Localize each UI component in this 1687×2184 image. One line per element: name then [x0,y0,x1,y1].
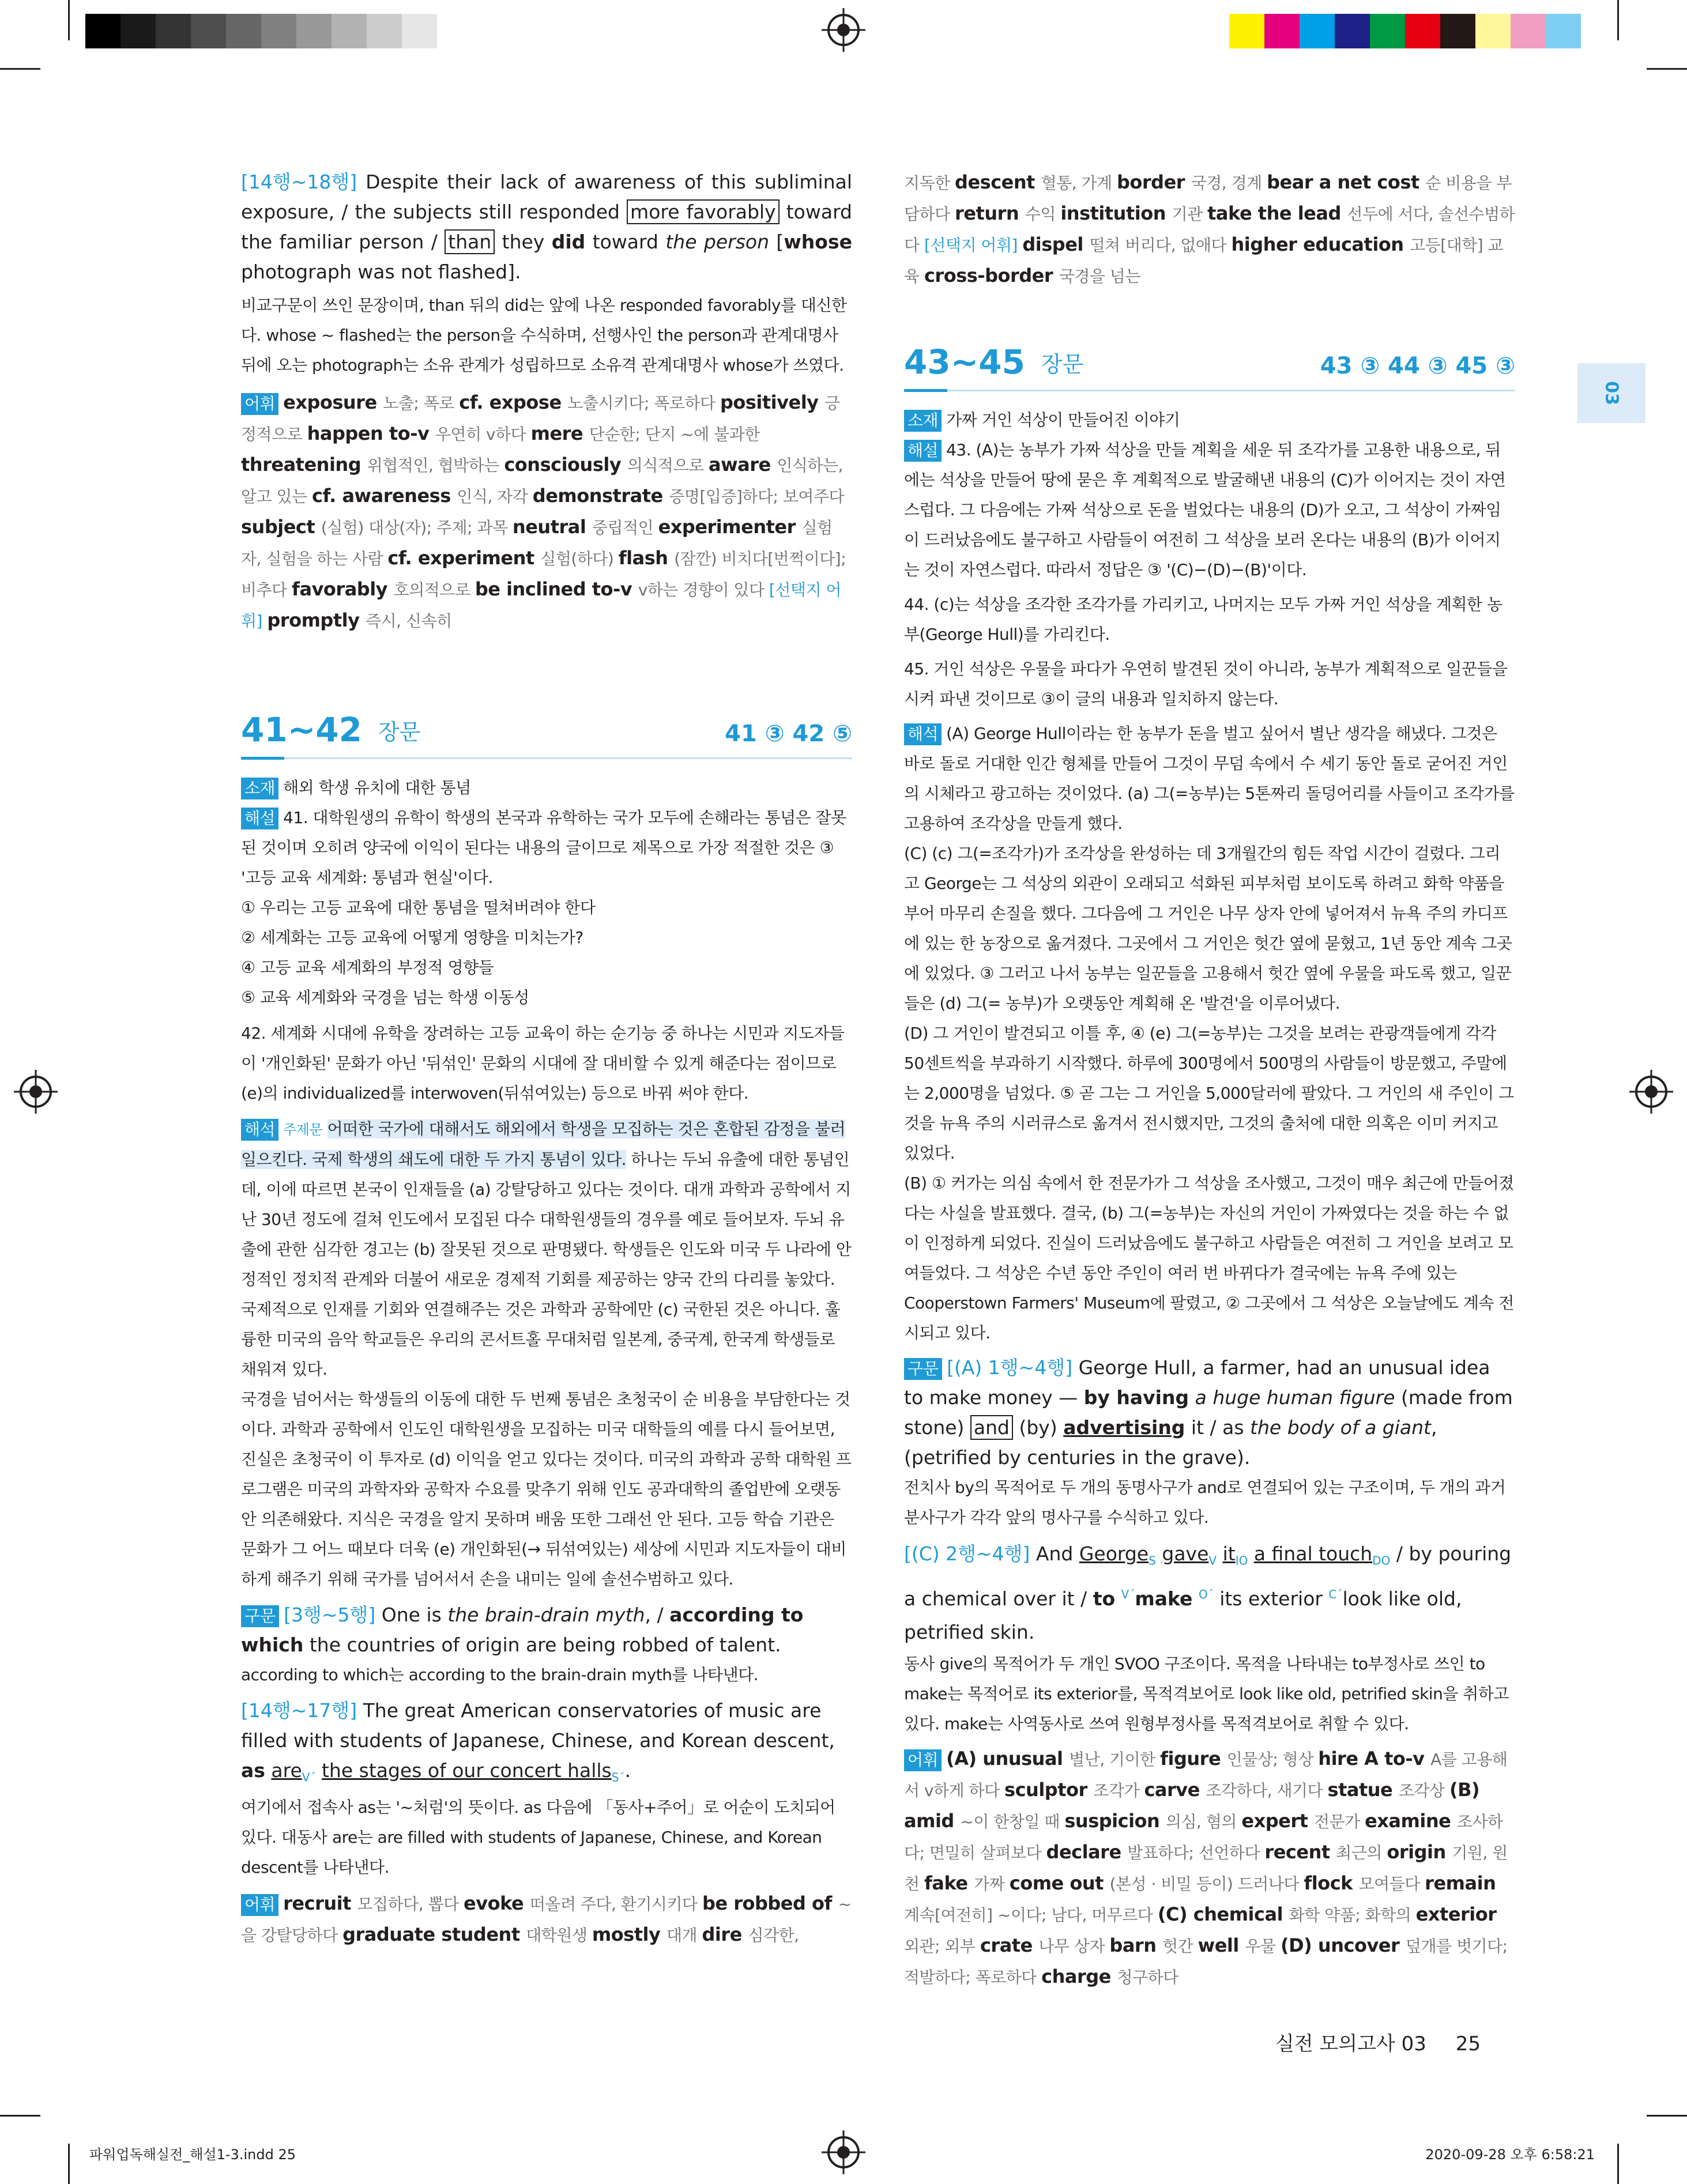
color-swatch [332,14,367,48]
left-syntax1-explanation: according to which는 according to the brain-drain myth를 나타낸다. [241,1665,759,1684]
vocab-meaning: 기관 [1172,205,1208,224]
color-swatch [1581,14,1616,48]
vocab-word: descent [955,171,1041,193]
left-syntax2: [14행~17행] The great American conservatories of music are filled with students of Japanese, Chinese, and Korean descent, as are$_{V´}$ the stages of our concert halls$_{S´}$. [241,1699,835,1785]
left-option-2: ② 세계화는 고등 교육에 어떻게 영향을 미치는가? [241,928,583,947]
color-swatch [156,14,191,48]
vocab-word: cross-border [924,265,1059,286]
vocab-meaning: (실험) 대상(자); 주제; 과목 [321,518,513,537]
vocab-word: return [955,202,1025,224]
vocab-word: be inclined to-v [475,578,638,600]
slug-date: 2020-09-28 오후 6:58:21 [1425,2147,1595,2163]
color-swatch [296,14,332,48]
vocab-meaning: ~을 강탈당하다 [241,1894,852,1945]
color-swatch [1370,14,1405,48]
color-swatch [1511,14,1546,48]
vocab-meaning: 최근의 [1336,1843,1387,1862]
right-translation-d: (D) 그 거인이 발견되고 이틀 후, ④ (e) 그(=농부)는 그것을 보려는 관광객들에게 각각 50센트씩을 부과하기 시작했다. 하루에 300명에서 500명의 사람들이 방문했고, 주말에는 2,000명을 넘었다. ⑤ 곧 그는 그 거인을 5,000달러에 팔았다. 그 거인의 새 주인이 그것을 뉴욕 주의 시러큐스로 옮겨서 전시했지만, 그것의 출처에 대한 의혹은 이미 커지고 있었다. [904,1024,1514,1163]
vocab-word: declare [1046,1840,1128,1863]
vocab-meaning: 발표하다; 선언하다 [1127,1843,1265,1862]
right-solution-44: 44. (c)는 석상을 조각한 조각가를 가리키고, 나머지는 모두 가짜 거인 석상을 계획한 농부(George Hull)를 가리킨다. [904,595,1503,644]
vocab-word: statue [1327,1778,1399,1801]
vocab-meaning: 수익 [1025,205,1061,224]
vocab-word: demonstrate [532,485,669,507]
left-para1: [14행~18행] Despite their lack of awareness of this subliminal exposure, / the subjects still responded more favorably toward the familiar person / than they did toward the person [whose photograph was not flashed]. [241,171,853,283]
slug-file-name: 파워업독해실전_해설1-3.indd 25 [89,2147,296,2163]
vocab-meaning: 우물 [1245,1936,1281,1956]
vocab-word: hire A to-v [1318,1747,1431,1770]
vocab-word: exterior [1415,1903,1497,1925]
crop-mark [1647,68,1687,70]
vocab-word: experimenter [658,516,802,538]
vocab-meaning: 실험(하다) [540,549,619,568]
vocab-word: barn [1109,1934,1163,1956]
vocab-meaning: 국경을 넘는 [1059,267,1140,286]
right-solution-43: 해설 43. (A)는 농부가 가짜 석상을 만들 계획을 세운 뒤 조각가를 고용한 내용으로, 뒤에는 석상을 만들어 땅에 묻은 후 계획적으로 발굴해낸 내용의 (C)가 이어지는 것이 자연스럽다. 그 다음에는 가짜 석상으로 돈을 벌었다는 내용의 (D)가 오고, 그 석상이 가짜임이 드러났음에도 불구하고 사람들이 여전히 그 석상을 보러 온다는 내용의 (B)가 이어지는 것이 자연스럽다. 따라서 정답은 ③ '(C)−(D)−(B)'이다. [904,440,1506,579]
vocab-meaning: 대개 [666,1925,702,1945]
crop-mark [1617,0,1619,40]
registration-mark-bottom [827,2136,860,2168]
right-vocab2: 어휘 (A) unusual 별난, 기이한 figure 인물상; 형상 hire A to-v A를 고용해서 v하게 하다 sculptor 조각가 carve 조각하다, 새기다 statue 조각상 (B) amid ~이 한창일 때 suspicion 의심, 혐의 expert 전문가 examine 조사하다; 면밀히 살펴보다 declare 발표하다; 선언하다 recent 최근의 origin 기원, 원천 fake 가짜 come out (본성 · 비밀 등이) 드러나다 flock 모여들다 remain 계속[여전히] ~이다; 남다, 머무르다 (C) chemical 화학 약품; 화학의 exterior 외관; 외부 crate 나무 상자 barn 헛간 well 우물 (D) uncover 덮개를 벗기다; 적발하다; 폭로하다 charge 청구하다 [904,1747,1508,1987]
vocab-word: flash [618,547,675,569]
process-color-bar [1229,14,1616,48]
vocab-word: evoke [464,1892,530,1914]
vocab-meaning: 떨쳐 버리다, 없애다 [1089,236,1232,255]
left-topic: 소재 해외 학생 유치에 대한 통념 [241,773,852,803]
vocab-word: flock [1304,1872,1359,1894]
vocab-meaning: 지독한 [904,173,955,193]
vocab-meaning: (잠깐) 비치다[번쩍이다]; 비추다 [241,549,846,599]
vocab-word: suspicion [1064,1809,1166,1832]
vocab-word: recruit [283,1892,357,1914]
right-column [904,167,1515,1993]
vocab-word: remain [1425,1872,1496,1894]
vocab-meaning: 고등[대학] 교육 [904,236,1504,286]
right-translation-b: (B) ① 커가는 의심 속에서 한 전문가가 그 석상을 조사했고, 그것이 매우 최근에 만들어졌다는 사실을 발표했다. 결국, (b) 그(=농부)는 자신의 거인이 가짜였다는 것을 하는 수 없이 인정하게 되었다. 진실이 드러났음에도 불구하고 사람들은 여전히 그 거인을 보려고 모여들었다. 그 석상은 수년 동안 주인이 여러 번 바뀌다가 결국에는 뉴욕 주에 있는 Cooperstown Farmers' Museum에 팔렸고, ② 그곳에서 그 석상은 오늘날에도 계속 전시되고 있다. [904,1174,1514,1342]
color-swatch [191,14,226,48]
vocab-word: exposure [283,391,383,413]
vocab-word: graduate student [342,1923,526,1945]
left-syntax2-explanation: 여기에서 접속사 as는 '~처럼'의 뜻이다. as 다음에 「동사+주어」로 어순이 도치되어 있다. 대동사 are는 are filled with students of Japanese, Chinese, and Korean descent를 나타낸다. [241,1797,835,1877]
page-number: 25 [1455,2032,1481,2055]
vocab-meaning: 조각상 [1398,1781,1449,1800]
vocab-meaning: 나무 상자 [1038,1936,1110,1956]
vocab-meaning: ~이 한창일 때 [960,1812,1065,1831]
vocab-meaning: 모집하다, 뽑다 [357,1894,464,1914]
vocab-meaning: 긍정적으로 [241,394,840,444]
vocab-word: come out [1009,1872,1110,1894]
vocab-meaning: 외관; 외부 [904,1936,980,1956]
crop-mark [1617,2144,1619,2184]
vocab-word: take the lead [1207,202,1347,224]
vocab-meaning: 기원, 원천 [904,1843,1508,1893]
left-option-5: ⑤ 교육 세계화와 국경을 넘는 학생 이동성 [241,988,529,1007]
vocab-word: fake [924,1872,974,1894]
color-swatch [85,14,120,48]
section-43-45-header: 43~45 장문 43 ③ 44 ③ 45 ③ [904,338,1515,391]
left-translation-p2: 국경을 넘어서는 학생들의 이동에 대한 두 번째 통념은 초청국이 순 비용을 부담한다는 것이다. 과학과 공학에서 인도인 대학원생을 모집하는 미국 대학들의 예를 다시 들어보면, 진실은 초청국이 이 투자로 (d) 이익을 얻고 있다는 것이다. 미국의 과학과 공학 대학원 프로그램은 미국의 과학자와 공학자 수요를 맞추기 위해 인도 공과대학의 졸업반에 오랫동안 의존해왔다. 지식은 국경을 알지 못하며 배움 또한 그래선 안 된다. 고등 학습 기관은 문화가 그 어느 때보다 더욱 (e) 개인화된(→ 뒤섞여있는) 세상에 시민과 지도자들이 대비하게 해주기 위해 국가를 넘어서서 손을 내미는 일에 솔선수범하고 있다. [241,1390,852,1589]
vocab-word: expert [1241,1809,1315,1832]
vocab-meaning: 의심, 혐의 [1165,1812,1242,1831]
vocab-meaning: 우연히 v하다 [435,425,531,444]
left-syntax1: 구문 [3행~5행] One is the brain-drain myth, / according to which the countries of origin are being robbed of talent. [241,1604,804,1656]
vocab-meaning: 청구하다 [1117,1967,1178,1987]
left-option-1: ① 우리는 고등 교육에 대한 통념을 떨쳐버려야 한다 [241,898,596,917]
vocab-meaning: 순 비용을 부담하다 [904,173,1512,224]
vocab-word: happen to-v [307,423,435,444]
vocab-meaning: 선두에 서다, 솔선수범하다 [904,205,1515,255]
vocab-meaning: 계속[여전히] ~이다; 남다, 머무르다 [904,1905,1158,1925]
left-vocab1: 어휘 exposure 노출; 폭로 cf. expose 노출시키다; 폭로하다 positively 긍정적으로 happen to-v 우연히 v하다 mere 단순한; 단지 ~에 불과한 threatening 위협적인, 협박하는 consciously 의식적으로 aware 인식하는, 알고 있는 cf. awareness 인식, 자각 demonstrate 증명[입증]하다; 보여주다 subject (실험) 대상(자); 주제; 과목 neutral 중립적인 experimenter 실험자, 실험을 하는 사람 cf. experiment 실험(하다) flash (잠깐) 비치다[번쩍이다]; 비추다 favorably 호의적으로 be inclined to-v v하는 경향이 있다 [선택지 어휘] promptly 즉시, 신속히 [241,391,846,631]
vocab-word: (A) unusual [946,1747,1070,1770]
vocab-meaning: 국경, 경계 [1191,173,1267,193]
registration-mark-left [20,1076,52,1108]
vocab-word: well [1198,1934,1245,1956]
left-column [241,167,852,1951]
vocab-meaning: 별난, 기이한 [1069,1749,1161,1769]
right-syntax2-explanation: 동사 give의 목적어가 두 개인 SVOO 구조이다. 목적을 나타내는 to부정사로 쓰인 to make는 목적어로 its exterior를, 목적격보어로 look like old, petrified skin을 취하고 있다. make는 사역동사로 쓰여 원형부정사를 목적격보어로 취할 수 있다. [904,1654,1509,1733]
color-swatch [1475,14,1511,48]
vocab-word: border [1117,171,1191,193]
vocab-meaning: 가짜 [974,1874,1010,1893]
right-translation-c: (C) (c) 그(=조각가)가 조각상을 완성하는 데 3개월간의 힘든 작업 시간이 걸렸다. 그리고 George는 그 석상의 외관이 오래되고 석화된 피부처럼 보이도록 하려고 화학 약품을 부어 마무리 손질을 했다. 그다음에 그 거인은 나무 상자 안에 넣어져서 뉴욕 주의 카디프에 있는 한 농장으로 옮겨졌다. 그곳에서 그 거인은 헛간 옆에 묻혔고, 1년 동안 계속 그곳에 있었다. ③ 그러고 나서 농부는 일꾼들을 고용해서 헛간 옆에 우물을 파도록 했고, 일꾼들은 (d) 그(= 농부)가 오랫동안 계획해 온 '발견'을 이루어냈다. [904,844,1512,1013]
right-vocab0: 지독한 descent 혈통, 가계 border 국경, 경계 bear a net cost 순 비용을 부담하다 return 수익 institution 기관 take the lead 선두에 서다, 솔선수범하다 [선택지 어휘] dispel 떨쳐 버리다, 없애다 higher education 고등[대학] 교육 cross-border 국경을 넘는 [904,171,1515,286]
vocab-meaning: 단순한; 단지 ~에 불과한 [589,425,760,444]
vocab-meaning: 인식, 자각 [457,487,533,506]
vocab-meaning: 노출시키다; 폭로하다 [567,394,720,413]
page-footer [1275,2028,1481,2056]
color-swatch [367,14,402,48]
vocab-meaning: 위협적인, 협박하는 [367,456,504,475]
vocab-meaning: 화학 약품; 화학의 [1289,1905,1416,1925]
vocab-word: threatening [241,454,367,476]
color-swatch [437,14,472,48]
vocab-word: cf. awareness [312,485,457,507]
crop-mark [68,0,70,40]
color-swatch [1264,14,1300,48]
color-swatch [120,14,156,48]
vocab-word: bear a net cost [1267,171,1426,193]
right-solution-45: 45. 거인 석상은 우물을 파다가 우연히 발견된 것이 아니라, 농부가 계획적으로 일꾼들을 시켜 파낸 것이므로 ③이 글의 내용과 일치하지 않는다. [904,659,1508,708]
vocab-meaning: 조각하다, 새기다 [1206,1781,1328,1800]
vocab-meaning: 혈통, 가계 [1041,173,1117,193]
left-solution-42: 42. 세계화 시대에 유학을 장려하는 고등 교육이 하는 순기능 중 하나는 시민과 지도자들이 '개인화된' 문화가 아닌 '뒤섞인' 문화의 시대에 잘 대비할 수 있게 해준다는 점이므로 (e)의 individualized를 interwoven(뒤섞여있는) 등으로 바꿔 써야 한다. [241,1024,845,1103]
color-swatch [402,14,437,48]
right-syntax1: 구문 [(A) 1행~4행] George Hull, a farmer, had an unusual idea to make money — by having a huge human figure (made from stone) and (by) advertising it / as the body of a giant, (petrified by centuries in the grave). [904,1356,1513,1469]
vocab-word: higher education [1231,233,1410,255]
chapter-side-tab: 03 [1577,363,1645,423]
color-swatch [1546,14,1581,48]
vocab-meaning: 조사하다; 면밀히 살펴보다 [904,1812,1503,1862]
vocab-word: cf. experiment [387,547,541,569]
right-topic: 소재 가짜 거인 석상이 만들어진 이야기 [904,405,1515,435]
vocab-word: (C) chemical [1157,1903,1289,1925]
vocab-meaning: 즉시, 신속히 [366,612,452,631]
vocab-meaning: 증명[입증]하다; 보여주다 [669,487,845,506]
footer-label: 실전 모의고사 03 [1275,2032,1426,2055]
vocab-meaning: 호의적으로 [393,580,475,599]
vocab-word: examine [1365,1809,1457,1832]
color-swatch [1300,14,1335,48]
vocab-word: consciously [504,454,627,476]
left-option-4: ④ 고등 교육 세계화의 부정적 영향들 [241,958,494,977]
color-swatch [1405,14,1440,48]
vocab-meaning: 덮개를 벗기다; 적발하다; 폭로하다 [904,1936,1508,1987]
vocab-word: favorably [292,578,394,600]
vocab-word: sculptor [1004,1778,1094,1801]
vocab-word: (B) amid [904,1778,1480,1832]
color-swatch [1440,14,1475,48]
vocab-word: subject [241,516,321,538]
vocab-word: crate [980,1934,1039,1956]
section-41-42-header: 41~42 장문 41 ③ 42 ⑤ [241,706,852,759]
vocab-meaning: 의식적으로 [627,456,709,475]
left-vocab2: 어휘 recruit 모집하다, 뽑다 evoke 떠올려 주다, 환기시키다 be robbed of ~을 강탈당하다 graduate student 대학원생 mostly 대개 dire 심각한, [241,1892,852,1945]
vocab-word: dire [702,1923,748,1945]
vocab-word: recent [1264,1840,1336,1863]
vocab-word: figure [1160,1747,1227,1770]
left-para1-explanation: 비교구문이 쓰인 문장이며, than 뒤의 did는 앞에 나온 responded favorably를 대신한다. whose ~ flashed는 the person을 수식하며, 선행사인 the person과 관계대명사 뒤에 오는 photograph는 소유 관계가 성립하므로 소유격 관계대명사 whose가 쓰였다. [241,296,847,375]
vocab-word: neutral [512,516,592,538]
vocab-meaning: 모여들다 [1358,1874,1425,1893]
vocab-word: mostly [592,1923,666,1945]
vocab-word: be robbed of [702,1892,838,1914]
vocab-word: charge [1041,1965,1117,1987]
right-translation-a: 해석 (A) George Hull이라는 한 농부가 돈을 벌고 싶어서 별난 생각을 해냈다. 그것은 바로 돌로 거대한 인간 형체를 만들어 그것이 무덤 속에서 수 세기 동안 돌로 굳어진 거인의 시체라고 광고하는 것이었다. (a) 그(=농부)는 5톤짜리 돌덩어리를 사들이고 조각가를 고용하여 조각상을 만들게 했다. [904,724,1515,833]
vocab-word: positively [720,391,825,413]
vocab-word: origin [1387,1840,1452,1863]
color-swatch [226,14,261,48]
registration-mark-top [827,14,860,46]
vocab-meaning: 조각가 [1093,1781,1144,1800]
vocab-meaning: A를 고용해서 v하게 하다 [904,1749,1508,1800]
vocab-meaning: 심각한, [748,1925,799,1945]
vocab-word: mere [530,423,589,444]
vocab-meaning: 전문가 [1314,1812,1365,1831]
vocab-meaning: 노출; 폭로 [383,394,460,413]
vocab-meaning: 인식하는, 알고 있는 [241,456,843,506]
vocab-word: aware [708,454,777,476]
left-translation: 해석 주제문 어떠한 국가에 대해서도 해외에서 학생을 모집하는 것은 혼합된 감정을 불러일으킨다. 국제 학생의 쇄도에 대한 두 가지 통념이 있다. 하나는 두뇌 유출에 대한 통념인데, 이에 따르면 본국이 인재들을 (a) 강탈당하고 있다는 것이다. 대개 과학과 공학에서 지난 30년 정도에 걸쳐 인도에서 모집된 다수 대학원생들의 경우를 예로 들어보자. 두뇌 유출에 관한 심각한 경고는 (b) 잘못된 것으로 판명됐다. 학생들은 인도와 미국 두 나라에 안정적인 정치적 관계와 더불어 새로운 경제적 기회를 제공하는 양국 간의 다리를 놓았다. 국제적으로 인재를 기회와 연결해주는 것은 과학과 공학에만 (c) 국한된 것은 아니다. 훌륭한 미국의 음악 학교들은 우리의 콘서트홀 무대처럼 일본계, 중국계, 한국계 학생들로 채워져 있다. [241,1119,852,1379]
left-solution-41: 해설 41. 대학원생의 유학이 학생의 본국과 유학하는 국가 모두에 손해라는 통념은 잘못된 것이며 오히려 양국에 이익이 된다는 내용의 글이므로 제목으로 가장 적절한 것은 ③ '고등 교육 세계화: 통념과 현실'이다. [241,808,846,887]
vocab-meaning: v하는 경향이 있다 [638,580,769,599]
crop-mark [1647,2115,1687,2117]
color-swatch [261,14,296,48]
vocab-word: institution [1060,202,1172,224]
vocab-meaning: 중립적인 [592,518,658,537]
crop-mark [68,2144,70,2184]
vocab-word: (D) uncover [1280,1934,1406,1956]
crop-mark [0,2115,40,2117]
vocab-meaning: 헛간 [1162,1936,1198,1956]
vocab-word: promptly [267,609,366,631]
vocab-meaning: 떠올려 주다, 환기시키다 [529,1894,702,1914]
crop-mark [0,68,40,70]
vocab-meaning: 인물상; 형상 [1226,1749,1319,1769]
vocab-meaning: 대학원생 [526,1925,592,1945]
right-syntax2: [(C) 2행~4행] And George$_S$ gave$_V$ $it_{IO}$ a final touch$_{DO}$ / by pouring a chemical over it / to $^{V´}$make $^{O´}$ its exterior $^{C´}$look like old, petrified skin. [904,1542,1512,1643]
color-swatch [1229,14,1264,48]
vocab-meaning: (본성 · 비밀 등이) 드러나다 [1109,1874,1304,1893]
right-syntax1-explanation: 전치사 by의 목적어로 두 개의 동명사구가 and로 연결되어 있는 구조이며, 두 개의 과거분사구가 각각 앞의 명사구를 수식하고 있다. [904,1478,1506,1527]
registration-mark-right [1635,1076,1667,1108]
vocab-word: cf. expose [459,391,568,413]
vocab-word: carve [1144,1778,1206,1801]
vocab-word: dispel [1022,233,1090,255]
color-swatch [1335,14,1370,48]
vocab-meaning: 실험자, 실험을 하는 사람 [241,518,833,568]
gray-color-bar [85,14,472,48]
